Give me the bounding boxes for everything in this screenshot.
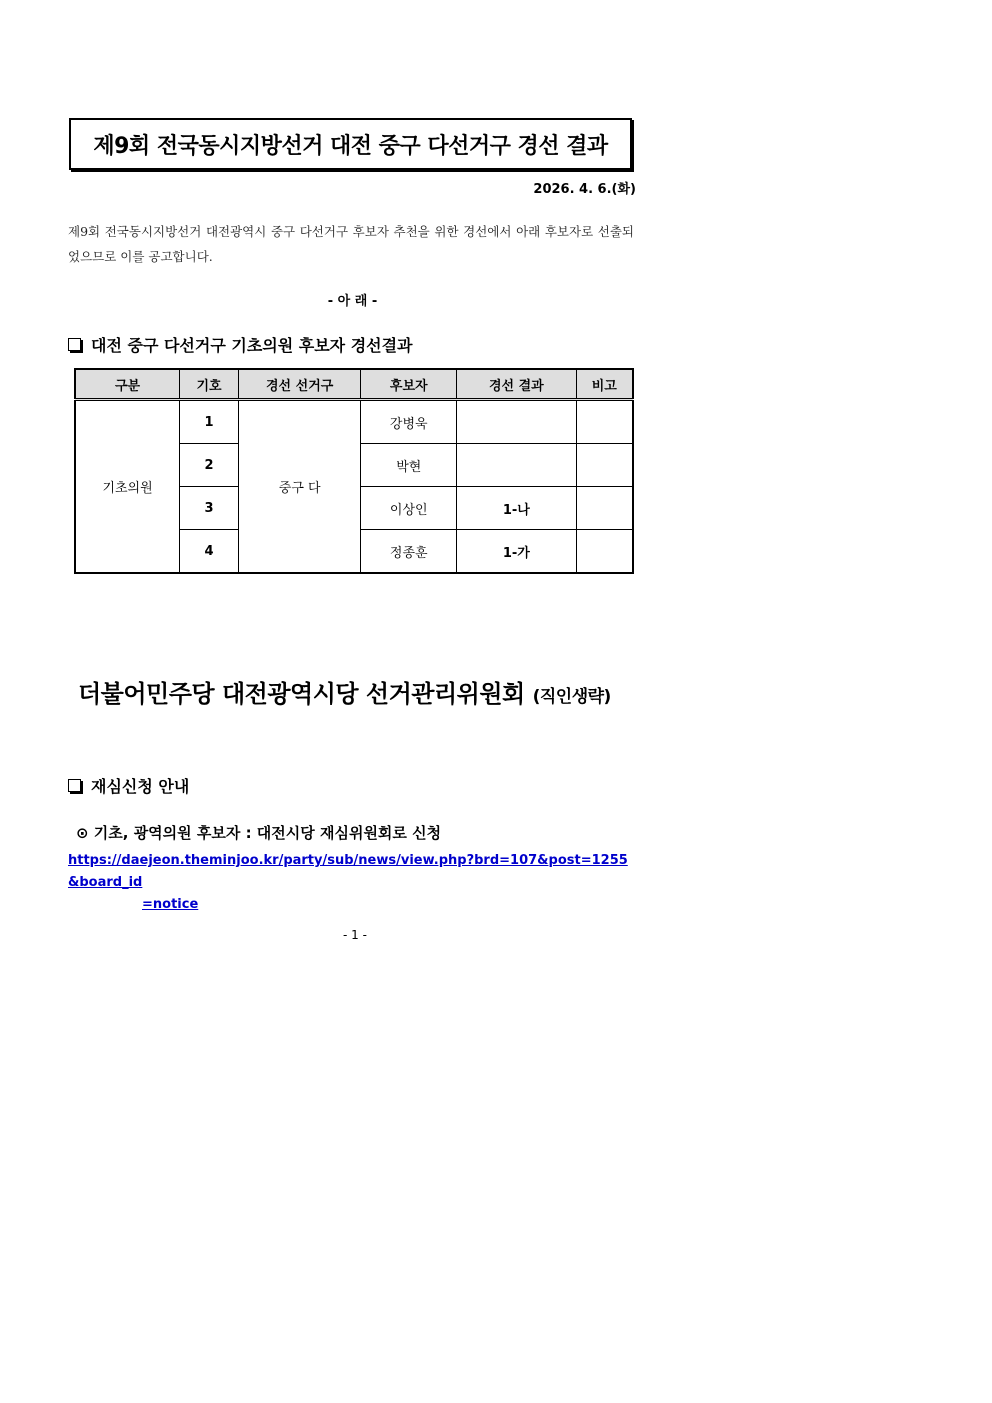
announcement-date: 2026. 4. 6.(화) — [533, 182, 636, 197]
category-cell: 기초의원 — [75, 400, 180, 574]
appeal-link[interactable] — [68, 850, 638, 916]
header-cell: 경선 선거구 — [238, 369, 361, 400]
organization-signature — [78, 674, 611, 709]
section-heading-text: 대전 중구 다선거구 기초의원 후보자 경선결과 — [91, 336, 413, 355]
district-cell: 중구 다 — [238, 400, 361, 574]
table-header-row — [75, 369, 633, 400]
number-cell: 4 — [180, 530, 239, 574]
header-cell: 구분 — [75, 369, 180, 400]
intro-paragraph: 제9회 전국동시지방선거 대전광역시 중구 다선거구 후보자 추천을 위한 경선에서 아래 후보자로 선출되었으므로 이를 공고합니다. — [68, 224, 634, 264]
appeal-instruction: ⊙ 기초, 광역의원 후보자 : 대전시당 재심위원회로 신청 — [76, 824, 442, 842]
candidate-cell: 박현 — [361, 444, 457, 487]
section-heading-appeal — [68, 774, 189, 797]
result-cell: 1-가 — [457, 530, 577, 574]
document-title: 제9회 전국동시지방선거 대전 중구 다선거구 경선 결과 — [93, 133, 608, 159]
note-cell — [576, 487, 633, 530]
note-cell — [576, 400, 633, 444]
candidate-cell: 정종훈 — [361, 530, 457, 574]
result-cell: 1-나 — [457, 487, 577, 530]
organization-name: 더불어민주당 대전광역시당 선거관리위원회 — [78, 680, 525, 708]
title-box — [69, 118, 632, 170]
note-cell — [576, 444, 633, 487]
result-cell — [457, 400, 577, 444]
seal-omitted-note: (직인생략) — [532, 687, 611, 707]
header-cell: 비고 — [576, 369, 633, 400]
candidate-cell: 강병욱 — [361, 400, 457, 444]
square-bullet-icon — [68, 779, 81, 792]
section-heading-text: 재심신청 안내 — [91, 777, 190, 796]
number-cell: 1 — [180, 400, 239, 444]
number-cell: 2 — [180, 444, 239, 487]
table-row — [75, 400, 633, 444]
results-table — [74, 368, 634, 574]
number-cell: 3 — [180, 487, 239, 530]
note-cell — [576, 530, 633, 574]
appeal-link-line1[interactable]: https://daejeon.theminjoo.kr/party/sub/news/view.php?brd=107&post=1255&board_id — [68, 853, 628, 890]
appeal-link-line2[interactable]: =notice — [142, 897, 199, 912]
header-cell: 후보자 — [361, 369, 457, 400]
result-cell — [457, 444, 577, 487]
square-bullet-icon — [68, 338, 81, 351]
candidate-cell: 이상인 — [361, 487, 457, 530]
page-number: - 1 - — [343, 928, 367, 942]
header-cell: 기호 — [180, 369, 239, 400]
below-marker: - 아 래 - — [327, 294, 378, 309]
section-heading-results — [68, 333, 413, 356]
header-cell: 경선 결과 — [457, 369, 577, 400]
